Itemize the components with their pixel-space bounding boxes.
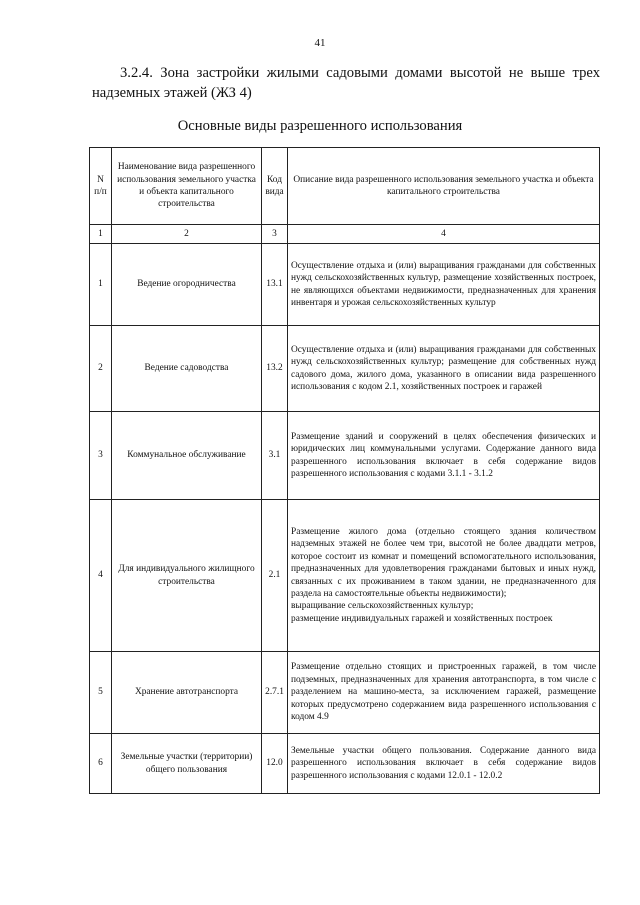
header-name: Наименование вида разрешенного использования земельного участка и объекта капитального строительства [112,148,262,225]
use-name: Ведение садоводства [112,326,262,412]
table-row [90,500,600,652]
section-heading: 3.2.4. Зона застройки жилыми садовыми домами высотой не выше трех надземных этажей (ЖЗ 4) [92,65,600,101]
use-code: 13.1 [262,244,288,326]
description-paragraph: размещение индивидуальных гаражей и хозяйственных построек [291,613,553,624]
use-name: Для индивидуального жилищного строительства [112,500,262,652]
table-row [90,734,600,794]
header-n: N п/п [90,148,112,225]
column-number: 2 [112,225,262,244]
header-code: Код вида [262,148,288,225]
use-name: Ведение огородничества [112,244,262,326]
row-number: 5 [90,652,112,734]
table-row [90,326,600,412]
column-number: 1 [90,225,112,244]
use-description [288,652,600,734]
row-number: 3 [90,412,112,500]
row-number: 1 [90,244,112,326]
use-code: 12.0 [262,734,288,794]
permitted-use-table [89,147,600,794]
description-paragraph: выращивание сельскохозяйственных культур; [291,601,474,612]
table-header-row [90,148,600,225]
table-title: Основные виды разрешенного использования [177,118,463,134]
row-number: 4 [90,500,112,652]
use-name: Земельные участки (территории) общего пользования [112,734,262,794]
description-paragraph: Осуществление отдыха и (или) выращивания гражданами для собственных нужд сельскохозяйственных культур, размещение хозяйственных построек, не являющихся объектами недвижимости, предназначенных для хранения инвентаря и урожая сельскохозяйственных культур [291,260,596,308]
page-number: 41 [314,37,326,49]
description-paragraph: Размещение отдельно стоящих и пристроенных гаражей, в том числе подземных, предназначенных для хранения автотранспорта, в том числе с разделением на машино-места, за исключением гаражей, размещение которых предусмотрено содержанием вида разрешенного использования с кодом 4.9 [291,662,596,723]
use-code: 13.2 [262,326,288,412]
row-number: 2 [90,326,112,412]
use-description [288,734,600,794]
use-description [288,326,600,412]
table-row [90,412,600,500]
table-row [90,652,600,734]
description-paragraph: Осуществление отдыха и (или) выращивания гражданами для собственных нужд сельскохозяйственных культур; размещение для собственных нужд садового дома, жилого дома, указанного в описании вида разрешенного использования с кодом 2.1, хозяйственных построек и гаражей [291,344,596,392]
description-paragraph: Размещение зданий и сооружений в целях обеспечения физических и юридических лиц коммунальными услугами. Содержание данного вида разрешенного использования включает в себя содержание видов разрешенного использования с кодами 3.1.1 - 3.1.2 [291,431,596,479]
use-description [288,500,600,652]
row-number: 6 [90,734,112,794]
column-number: 4 [288,225,600,244]
description-paragraph: Размещение жилого дома (отдельно стоящего здания количеством надземных этажей не более чем три, высотой не более двадцати метров, которое состоит из комнат и помещений вспомогательного использования, предназначенных для удовлетворения гражданами бытовых и иных нужд, связанных с их проживанием в таком здании, не предназначенного для раздела на самостоятельные объекты недвижимости); [291,526,596,599]
description-paragraph: Земельные участки общего пользования. Содержание данного вида разрешенного использования включает в себя содержание видов разрешенного использования с кодами 12.0.1 - 12.0.2 [291,745,596,781]
column-number-row [90,225,600,244]
column-number: 3 [262,225,288,244]
use-code: 3.1 [262,412,288,500]
table-body [90,244,600,794]
header-desc: Описание вида разрешенного использования земельного участка и объекта капитального строительства [288,148,600,225]
table-row [90,244,600,326]
use-description [288,244,600,326]
use-name: Хранение автотранспорта [112,652,262,734]
use-code: 2.1 [262,500,288,652]
use-description [288,412,600,500]
use-name: Коммунальное обслуживание [112,412,262,500]
use-code: 2.7.1 [262,652,288,734]
